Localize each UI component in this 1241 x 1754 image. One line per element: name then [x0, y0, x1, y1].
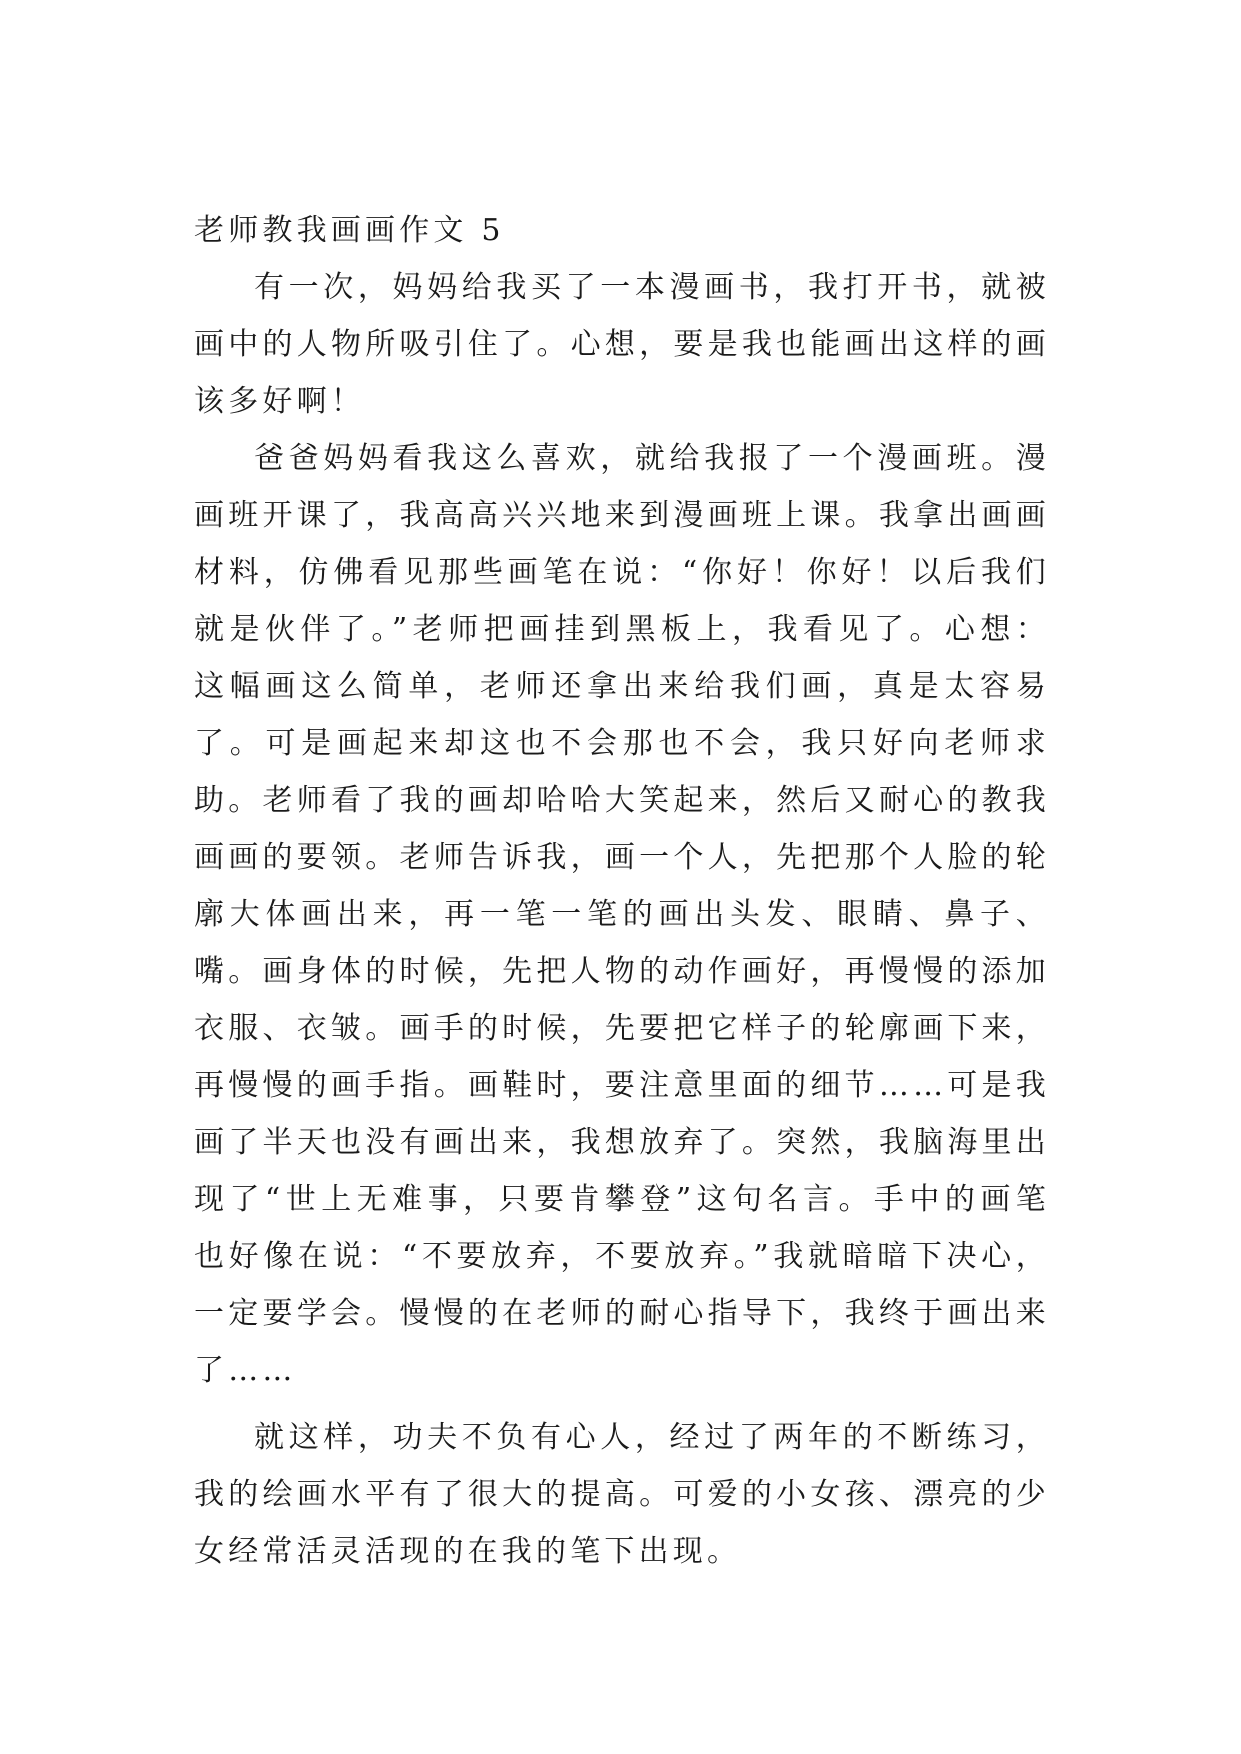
- paragraph-3: 就这样，功夫不负有心人，经过了两年的不断练习，我的绘画水平有了很大的提高。可爱的小女孩、漂亮的少女经常活灵活现的在我的笔下出现。: [194, 1420, 1050, 1569]
- document-body: [194, 202, 1050, 1580]
- paragraph-1: 有一次，妈妈给我买了一本漫画书，我打开书，就被画中的人物所吸引住了。心想，要是我也能画出这样的画该多好啊！: [194, 270, 1050, 419]
- document-title: 老师教我画画作文 5: [194, 213, 505, 248]
- paragraph-2: 爸爸妈妈看我这么喜欢，就给我报了一个漫画班。漫画班开课了，我高高兴兴地来到漫画班上课。我拿出画画材料，仿佛看见那些画笔在说：“你好！你好！以后我们就是伙伴了。”老师把画挂到黑板上，我看见了。心想：这幅画这么简单，老师还拿出来给我们画，真是太容易了。可是画起来却这也不会那也不会，我只好向老师求助。老师看了我的画却哈哈大笑起来，然后又耐心的教我画画的要领。老师告诉我，画一个人，先把那个人脸的轮廓大体画出来，再一笔一笔的画出头发、眼睛、鼻子、嘴。画身体的时候，先把人物的动作画好，再慢慢的添加衣服、衣皱。画手的时候，先要把它样子的轮廓画下来，再慢慢的画手指。画鞋时，要注意里面的细节……可是我画了半天也没有画出来，我想放弃了。突然，我脑海里出现了“世上无难事，只要肯攀登”这句名言。手中的画笔也好像在说：“不要放弃，不要放弃。”我就暗暗下决心，一定要学会。慢慢的在老师的耐心指导下，我终于画出来了……: [194, 441, 1050, 1388]
